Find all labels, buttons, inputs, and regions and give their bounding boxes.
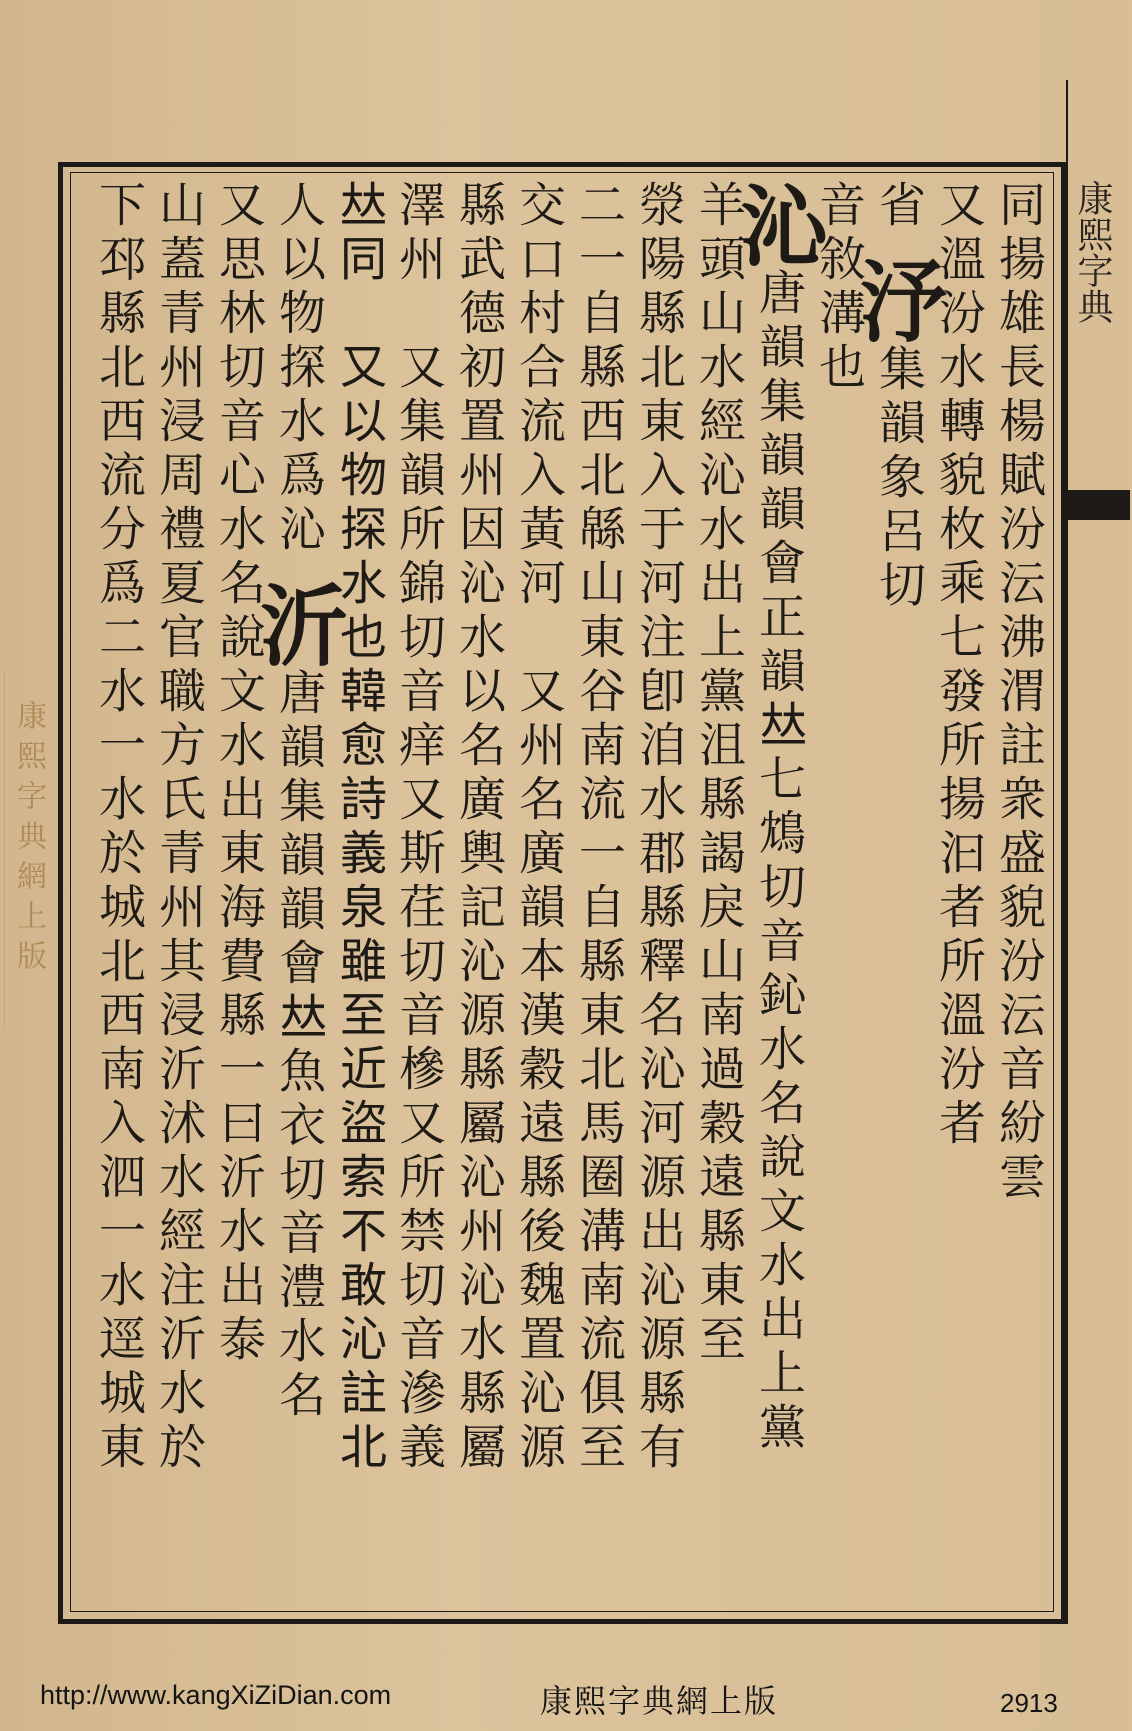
text-column [246, 180, 350, 1600]
side-label: 康熙字典網上版 [11, 700, 46, 980]
text-column: 澤州 又集韻所錦切音痒又斯荏切音槮又所禁切音滲義 [391, 180, 446, 1476]
text-column: 又溫汾水轉貌枚乘七發所揚汩者所溫汾者 [931, 180, 986, 1152]
column-text: 集韻象呂切 [871, 343, 926, 614]
column-text: 說文水出東海費縣一曰沂水出泰 [211, 612, 266, 1368]
text-columns [86, 180, 1048, 1600]
side-rule [4, 670, 5, 1030]
text-column: 同揚雄長楊賦汾沄沸渭註衆盛貌汾沄音紛雲 [991, 180, 1046, 1206]
text-column: 音敘溝也 [811, 180, 866, 396]
text-column: 𠀤同 又以物探水也韓愈詩義泉雖至近盜索不敢沁註北 [331, 180, 386, 1476]
head-character: 沂 [246, 579, 350, 668]
spine-title: 康熙字典 [1072, 180, 1113, 324]
spine-block [1066, 490, 1130, 520]
text-column: 交口村合流入黃河 又州名廣韻本漢穀遠縣後魏置沁源 [511, 180, 566, 1476]
column-text: 省 [871, 180, 926, 234]
page-number: 2913 [1000, 1688, 1058, 1718]
text-column: 羊頭山水經沁水出上黨沮縣謁戾山南過穀遠縣東至 [691, 180, 746, 1368]
text-column [726, 180, 830, 1600]
footer-title: 康熙字典網上版 [540, 1682, 779, 1720]
text-column: 山蓋青州浸周禮夏官職方氏青州其浸沂沭水經注沂水於 [151, 180, 206, 1476]
head-character: 汿 [846, 255, 950, 344]
text-column: 滎陽縣北東入于河注卽洎水郡縣釋名沁河源出沁源縣有 [631, 180, 686, 1476]
text-column [208, 180, 268, 1600]
column-text: 人以物探水爲沁 [271, 180, 326, 558]
column-text: 唐韻集韻韻會𠀤魚衣切音澧水名 [271, 667, 326, 1424]
text-column: 縣武德初置州因沁水以名廣輿記沁源縣屬沁州沁水縣屬 [451, 180, 506, 1476]
text-column [846, 180, 950, 1600]
column-text: 唐韻集韻韻會正韻𠀤七鴆切音鈊水名說文水出上黨 [751, 268, 806, 1456]
head-character: 沁 [726, 180, 830, 268]
footer-url[interactable]: http://www.kangXiZiDian.com [40, 1680, 392, 1710]
column-text: 又思林切音心水名 [211, 180, 266, 612]
text-column: 二一自縣西北緜山東谷南流一自縣東北馬圈溝南流俱至 [571, 180, 626, 1476]
text-column: 下邳縣北西流分爲二水一水於城北西南入泗一水逕城東 [91, 180, 146, 1476]
